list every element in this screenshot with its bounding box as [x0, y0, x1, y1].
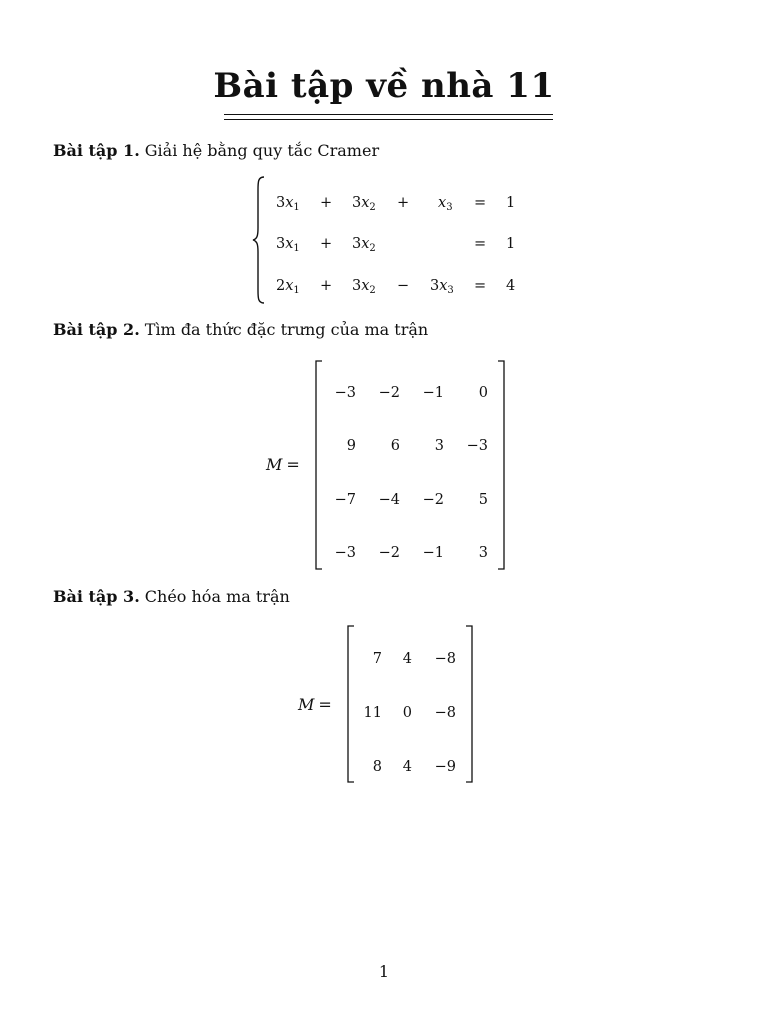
- equation-operator: =: [474, 278, 487, 294]
- right-bracket-icon: [466, 625, 474, 783]
- equation-term: $x_3$: [438, 195, 453, 213]
- exercise-3: [53, 587, 290, 606]
- exercise-1-label: Bài tập 1.: [53, 141, 140, 160]
- equation-term: $3x_3$: [430, 278, 454, 296]
- matrix-entry: −8: [434, 705, 456, 721]
- matrix-2-label: M =: [298, 695, 332, 714]
- exercise-2: [53, 320, 428, 339]
- equation-operator: +: [320, 236, 333, 252]
- equation-term: $3x_2$: [352, 236, 376, 254]
- matrix-entry: −2: [378, 545, 400, 561]
- matrix-entry: 0: [402, 705, 412, 721]
- equation-term: $3x_1$: [276, 236, 300, 254]
- equation-operator: +: [397, 195, 410, 211]
- matrix-entry: −7: [334, 492, 356, 508]
- matrix-entry: 0: [478, 385, 488, 401]
- equation-rhs: 1: [506, 236, 516, 252]
- right-bracket-icon: [498, 360, 506, 570]
- page-number: 1: [378, 962, 390, 981]
- matrix-entry: −1: [422, 545, 444, 561]
- equation-term: $3x_1$: [276, 195, 300, 213]
- matrix-entry: −4: [378, 492, 400, 508]
- matrix-entry: −8: [434, 651, 456, 667]
- matrix-entry: −9: [434, 759, 456, 775]
- matrix-2: [298, 625, 476, 783]
- equation-operator: =: [474, 195, 487, 211]
- matrix-entry: 5: [478, 492, 488, 508]
- matrix-entry: 4: [402, 759, 412, 775]
- exercise-1: [53, 141, 379, 160]
- exercise-2-text: Tìm đa thức đặc trưng của ma trận: [144, 320, 429, 339]
- exercise-2-label: Bài tập 2.: [53, 320, 140, 339]
- matrix-entry: 3: [478, 545, 488, 561]
- exercise-3-text: Chéo hóa ma trận: [144, 587, 290, 606]
- equation-operator: +: [320, 195, 333, 211]
- equation-operator: +: [320, 278, 333, 294]
- equation-operator: =: [474, 236, 487, 252]
- title-rule-bottom: [224, 119, 553, 120]
- matrix-entry: 3: [434, 438, 444, 454]
- equation-operator: −: [397, 278, 410, 294]
- matrix-entry: −1: [422, 385, 444, 401]
- matrix-entry: 11: [363, 705, 382, 721]
- equation-system: [252, 176, 532, 304]
- matrix-entry: −3: [466, 438, 488, 454]
- matrix-1-label: M =: [266, 455, 300, 474]
- matrix-entry: −2: [422, 492, 444, 508]
- page-title: Bài tập về nhà 11: [213, 66, 555, 106]
- matrix-entry: −3: [334, 545, 356, 561]
- matrix-entry: 6: [390, 438, 400, 454]
- left-brace-icon: [252, 176, 266, 304]
- matrix-entry: 8: [372, 759, 382, 775]
- title-rule-top: [224, 114, 553, 115]
- equation-term: $3x_2$: [352, 278, 376, 296]
- equation-rhs: 4: [506, 278, 516, 294]
- equation-term: $2x_1$: [276, 278, 300, 296]
- matrix-entry: 4: [402, 651, 412, 667]
- matrix-entry: 9: [346, 438, 356, 454]
- matrix-entry: −3: [334, 385, 356, 401]
- equation-term: $3x_2$: [352, 195, 376, 213]
- exercise-1-text: Giải hệ bằng quy tắc Cramer: [144, 141, 380, 160]
- exercise-3-label: Bài tập 3.: [53, 587, 140, 606]
- equation-rhs: 1: [506, 195, 516, 211]
- matrix-1: [266, 360, 506, 570]
- matrix-entry: −2: [378, 385, 400, 401]
- matrix-entry: 7: [372, 651, 382, 667]
